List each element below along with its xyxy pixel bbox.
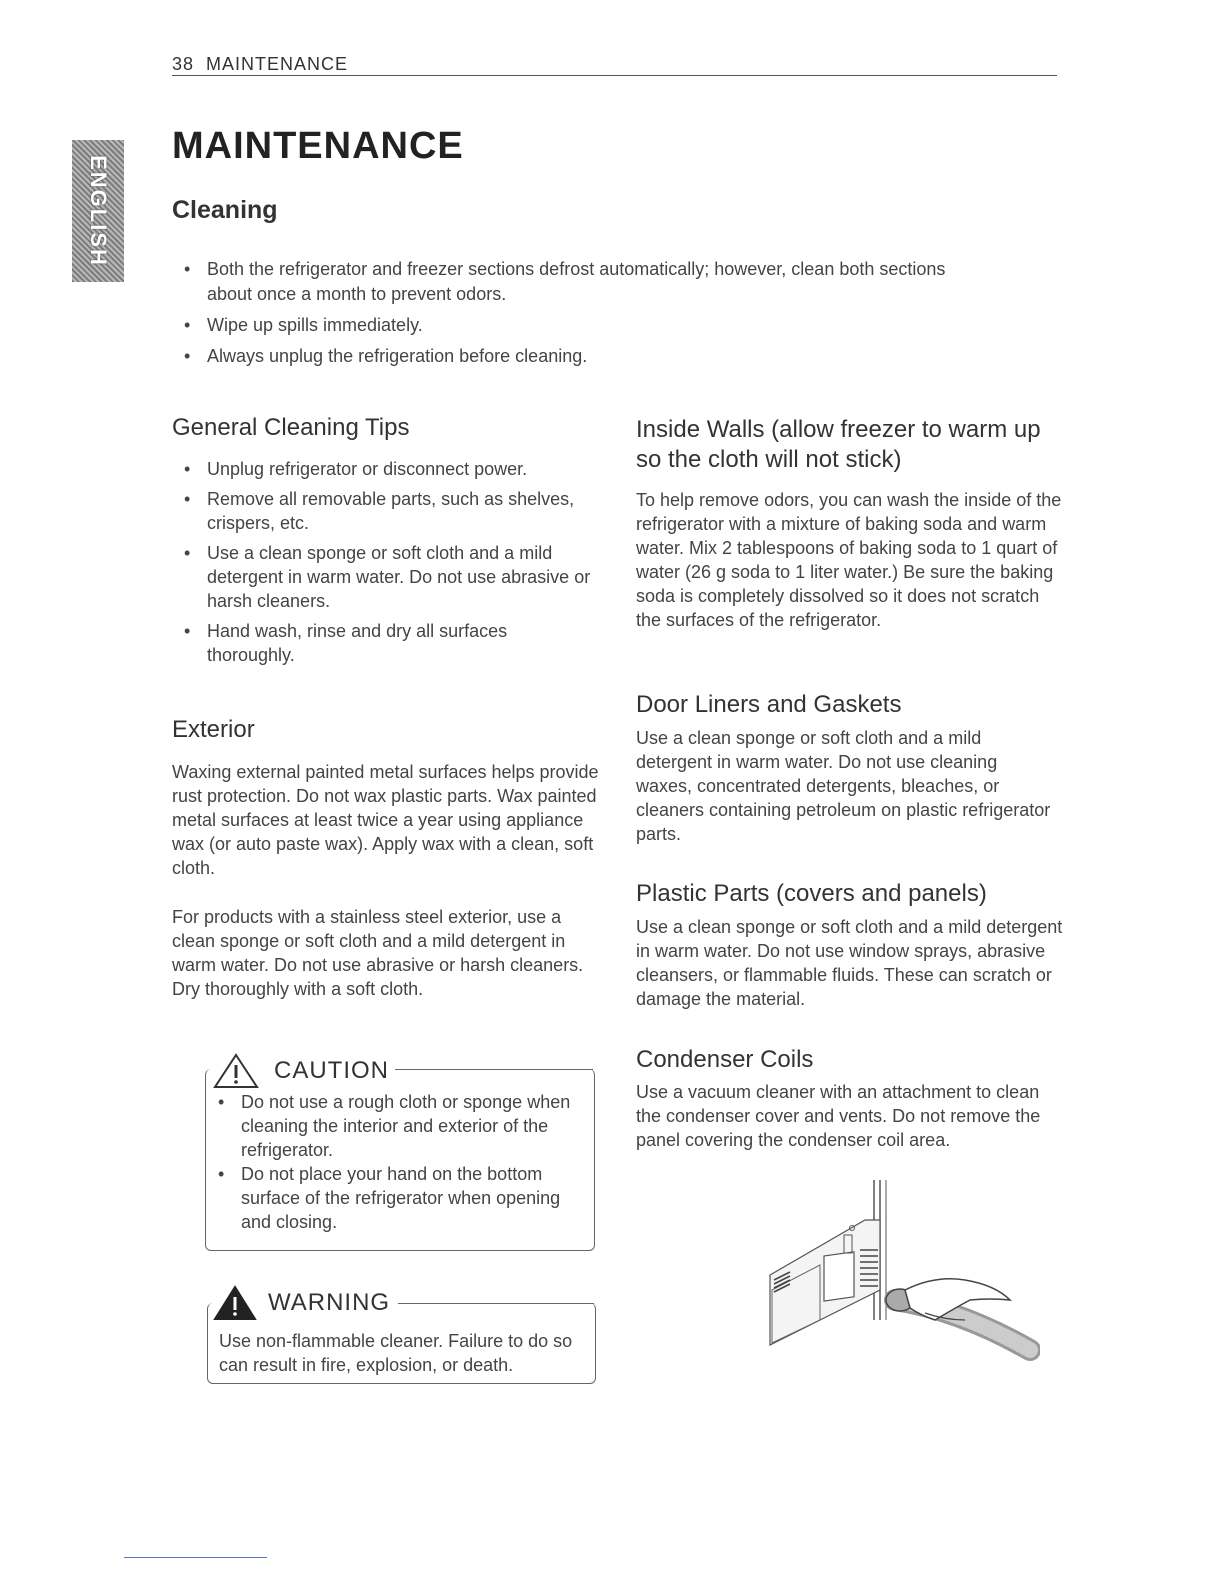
- condenser-heading: Condenser Coils: [636, 1046, 814, 1073]
- exterior-heading: Exterior: [172, 716, 255, 743]
- condenser-text: Use a vacuum cleaner with an attachment to clean the condenser cover and vents. Do not remove the panel covering the condenser coil area.: [636, 1082, 1041, 1150]
- language-tab-label: ENGLISH: [86, 155, 111, 267]
- warning-text: Use non-flammable cleaner. Failure to do so can result in fire, explosion, or death.: [219, 1331, 573, 1375]
- caution-triangle-icon: [212, 1052, 260, 1090]
- intro-list: [172, 257, 992, 375]
- plastic-parts-text: Use a clean sponge or soft cloth and a mild detergent in warm water. Do not use window sprays, abrasive cleansers, or flammable fluids. These can scratch or damage the material.: [636, 917, 1063, 1009]
- list-item: • Use a clean sponge or soft cloth and a mild detergent in warm water. Do not use abrasive or harsh cleaners.: [172, 541, 592, 613]
- caution-list: [206, 1090, 586, 1234]
- caution-label: CAUTION: [274, 1057, 389, 1084]
- list-item: • Hand wash, rinse and dry all surfaces thoroughly.: [172, 619, 592, 667]
- plastic-parts-heading: Plastic Parts (covers and panels): [636, 880, 987, 907]
- page-number: 38: [172, 54, 195, 74]
- inside-walls-text: To help remove odors, you can wash the inside of the refrigerator with a mixture of baking soda and warm water. Mix 2 tablespoons of baking soda to 1 quart of water (26 g soda to 1 liter water.) Be sure the baking soda is completely dissolved so it does not scratch the surfaces of the refrigerator.: [636, 490, 1062, 630]
- list-item: • Always unplug the refrigeration before cleaning.: [172, 344, 992, 369]
- door-liners-text: Use a clean sponge or soft cloth and a mild detergent in warm water. Do not use cleaning waxes, concentrated detergents, bleaches, or cleaners containing petroleum on plastic refrigerator parts.: [636, 728, 1051, 844]
- header-section: MAINTENANCE: [206, 54, 349, 74]
- exterior-paragraph-1: Waxing external painted metal surfaces helps provide rust protection. Do not wax plastic parts. Wax painted metal surfaces at least twice a year using appliance wax (or auto paste wax). Apply wax with a clean, soft cloth.: [172, 762, 599, 878]
- caution-box-top-rule: [395, 1069, 593, 1070]
- condenser-illustration: [760, 1180, 1040, 1365]
- list-item: • Do not place your hand on the bottom surface of the refrigerator when opening and closing.: [206, 1162, 586, 1234]
- language-tab: [72, 140, 124, 282]
- warning-triangle-icon: [212, 1284, 258, 1322]
- warning-label: WARNING: [268, 1289, 391, 1316]
- general-tips-list: [172, 457, 592, 673]
- list-item: • Unplug refrigerator or disconnect power.: [172, 457, 592, 481]
- warning-header: [212, 1284, 396, 1322]
- page-header: [172, 54, 348, 75]
- footer-rule: [124, 1557, 267, 1558]
- list-item: • Do not use a rough cloth or sponge when cleaning the interior and exterior of the refrigerator.: [206, 1090, 586, 1162]
- door-liners-heading: Door Liners and Gaskets: [636, 691, 902, 718]
- section-subtitle: Cleaning: [172, 196, 278, 224]
- list-item: • Both the refrigerator and freezer sections defrost automatically; however, clean both sections about once a month to prevent odors.: [172, 257, 992, 307]
- warning-box-top-rule: [398, 1303, 594, 1304]
- list-item: • Remove all removable parts, such as shelves, crispers, etc.: [172, 487, 592, 535]
- list-item: • Wipe up spills immediately.: [172, 313, 992, 338]
- caution-header: [212, 1052, 395, 1090]
- page-title: MAINTENANCE: [172, 125, 464, 167]
- header-rule: [172, 75, 1057, 76]
- inside-walls-heading: Inside Walls (allow freezer to warm up so the cloth will not stick): [636, 416, 1041, 473]
- exterior-paragraph-2: For products with a stainless steel exterior, use a clean sponge or soft cloth and a mild detergent in warm water. Do not use abrasive or harsh cleaners. Dry thoroughly with a soft cloth.: [172, 907, 584, 999]
- general-tips-heading: General Cleaning Tips: [172, 414, 410, 441]
